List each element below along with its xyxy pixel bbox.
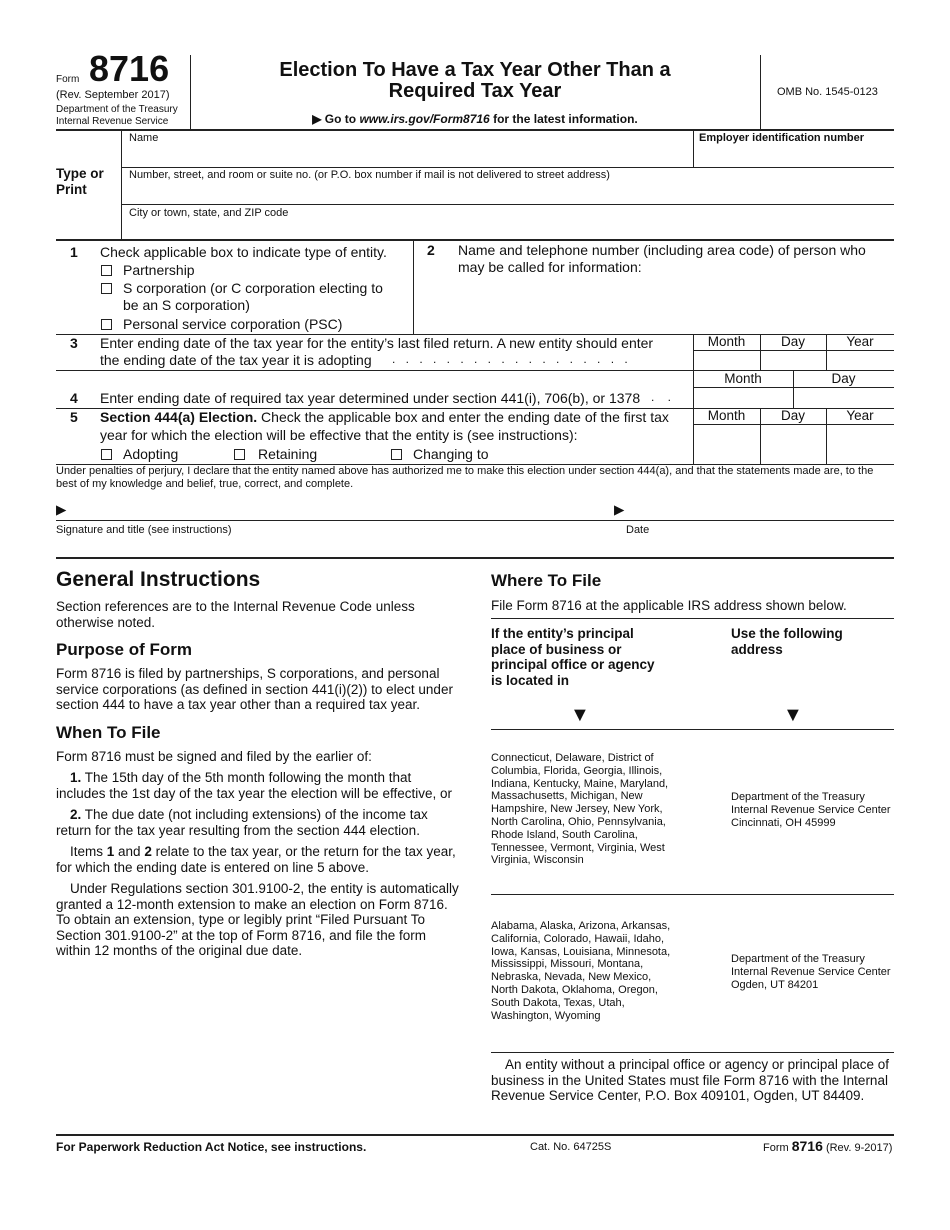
form-title-line1: Election To Have a Tax Year Other Than a	[279, 59, 671, 81]
goto-suffix: for the latest information.	[489, 112, 638, 126]
footer-form-word: Form	[763, 1142, 792, 1154]
name-field[interactable]	[129, 147, 688, 167]
city-label: City or town, state, and ZIP code	[129, 207, 289, 219]
line4-month-header: Month	[724, 371, 762, 386]
line2-text-cont: may be called for information:	[458, 259, 642, 275]
line4-number: 4	[70, 390, 78, 406]
partnership-label: Partnership	[123, 262, 195, 278]
when-item-2-text: The due date (not including extensions) of the income tax return for the tax year resulting from the section 444 election.	[56, 807, 428, 838]
footer-form-rev: (Rev. 9-2017)	[822, 1142, 893, 1154]
line3-text: Enter ending date of the tax year for the entity’s last filed return. A new entity should enter	[100, 335, 654, 351]
agency: Internal Revenue Service	[56, 116, 169, 127]
paperwork-notice: For Paperwork Reduction Act Notice, see instructions.	[56, 1140, 367, 1154]
line5-year-header: Year	[846, 408, 874, 423]
line3-text-cont: the ending date of the tax year it is adopting	[100, 352, 372, 368]
where-to-file-intro: File Form 8716 at the applicable IRS address shown below.	[491, 598, 847, 613]
footer-form-id	[763, 1138, 892, 1154]
regulations-text: Under Regulations section 301.9100-2, the entity is automatically granted a 12-month extension to make an election on Form 8716. To obtain an extension, type or legibly print “Filed Pursuant To Section 301.9100-2” at the top of Form 8716, and file the form within 12 months of the original due date.	[56, 881, 459, 958]
signature-field[interactable]	[72, 500, 611, 520]
form-revision: (Rev. September 2017)	[56, 89, 170, 101]
catalog-number: Cat. No. 64725S	[530, 1141, 612, 1153]
goto-url[interactable]: www.irs.gov/Form8716	[359, 112, 490, 126]
line5-day-field[interactable]	[762, 428, 828, 460]
partnership-checkbox[interactable]	[101, 265, 112, 276]
line5-bold-text: Section 444(a) Election.	[100, 409, 258, 425]
s-corporation-checkbox[interactable]	[101, 283, 112, 294]
line5-month-field[interactable]	[695, 428, 762, 460]
items-note-2: 2	[144, 844, 152, 859]
line2-number: 2	[427, 242, 435, 258]
items-note-b: and	[114, 844, 145, 859]
line5-year-field[interactable]	[828, 428, 896, 460]
purpose-title: Purpose of Form	[56, 640, 193, 659]
address-2-line1: Department of the Treasury	[731, 953, 865, 965]
footer-form-number: 8716	[791, 1138, 823, 1154]
s-corporation-label-cont: be an S corporation)	[123, 297, 250, 313]
items-note	[56, 844, 464, 875]
when-item-1-num: 1.	[70, 770, 82, 785]
foreign-entity-note: An entity without a principal office or agency or principal place of business in the United States must file Form 8716 with the Internal Revenue Service Center, P.O. Box 409101, Ogden, UT 84409.	[491, 1057, 889, 1103]
goto-prefix: ▶ Go to	[312, 112, 360, 126]
line4-day-header: Day	[831, 371, 856, 386]
line5-month-header: Month	[707, 408, 746, 423]
line5-number: 5	[70, 409, 78, 425]
when-item-2	[56, 807, 464, 838]
when-item-1-text: The 15th day of the 5th month following the month that includes the 1st day of the tax year the election will be effective, or	[56, 770, 452, 801]
street-label: Number, street, and room or suite no. (or P.O. box number if mail is not delivered to street address)	[129, 169, 610, 181]
line3-day-field[interactable]	[762, 352, 828, 371]
line3-year-field[interactable]	[828, 352, 896, 371]
location-column-header: If the entity’s principal place of business or principal office or agency is located in	[491, 626, 655, 688]
address-group-1	[731, 791, 894, 829]
type-or-print: Type or Print	[56, 166, 104, 197]
form-word: Form	[56, 74, 80, 85]
name-label: Name	[129, 132, 159, 144]
line3-year-header: Year	[846, 334, 874, 349]
omb-number: OMB No. 1545-0123	[777, 86, 878, 98]
when-item-2-num: 2.	[70, 807, 82, 822]
line3-leader-dots: . . . . . . . . . . . . . . . . . .	[392, 352, 632, 366]
retaining-checkbox[interactable]	[234, 449, 245, 460]
line1-text: Check applicable box to indicate type of entity.	[100, 244, 387, 260]
contact-person-field[interactable]	[458, 282, 892, 330]
when-to-file-intro: Form 8716 must be signed and filed by the earlier of:	[56, 748, 372, 764]
penalties-statement: Under penalties of perjury, I declare that the entity named above has authorized me to make this election under section 444(a), and that the statements made are, to the best of my knowledge and belief, true, correct, and complete.	[56, 465, 874, 490]
address-2-line2: Internal Revenue Service Center	[731, 965, 891, 978]
ein-label: Employer identification number	[699, 132, 865, 144]
line1-number: 1	[70, 244, 78, 260]
location-arrow-icon: ▼	[570, 704, 590, 726]
states-group-2: Alabama, Alaska, Arizona, Arkansas, California, Colorado, Hawaii, Idaho, Iowa, Kansas, Louisiana, Minnesota, Mississippi, Missouri, Montana, Nebraska, Nevada, New Mexico, North Dakota, Oklahoma, Oregon, South Dakota, Texas, Utah, Washington, Wyoming	[491, 920, 671, 1022]
general-instructions-title: General Instructions	[56, 568, 261, 591]
line5-text	[100, 409, 669, 425]
date-label: Date	[626, 524, 650, 536]
changing-to-checkbox[interactable]	[391, 449, 402, 460]
when-to-file-title: When To File	[56, 722, 161, 742]
form-id-block	[56, 48, 186, 128]
section-references: Section references are to the Internal Revenue Code unless otherwise noted.	[56, 599, 415, 630]
psc-label: Personal service corporation (PSC)	[123, 316, 343, 332]
line4-day-field[interactable]	[795, 389, 896, 408]
items-note-1: 1	[106, 844, 115, 859]
line5-text-a: Check the applicable box and enter the ending date of the first tax	[257, 409, 669, 425]
line2-text: Name and telephone number (including area code) of person who	[458, 242, 866, 258]
s-corporation-label: S corporation (or C corporation electing to	[123, 280, 383, 296]
signature-arrow: ▶	[56, 502, 67, 517]
date-arrow: ▶	[614, 502, 625, 517]
form-number: 8716	[89, 48, 170, 89]
adopting-label: Adopting	[123, 446, 179, 462]
line4-month-field[interactable]	[695, 389, 795, 408]
when-item-1	[56, 770, 464, 801]
signature-label: Signature and title (see instructions)	[56, 524, 232, 536]
date-field[interactable]	[630, 500, 894, 520]
line5-day-header: Day	[780, 408, 805, 423]
address-column-header: Use the following address	[731, 626, 843, 657]
general-instructions-column	[56, 568, 464, 959]
where-to-file-title: Where To File	[491, 571, 602, 590]
adopting-checkbox[interactable]	[101, 449, 112, 460]
states-group-1: Connecticut, Delaware, District of Columbia, Florida, Georgia, Illinois, Indiana, Kentucky, Maine, Maryland, Massachusetts, Michigan, New Hampshire, New Jersey, New York, North Carolina, Ohio, Pennsylvania, Rhode Island, South Carolina, Tennessee, Vermont, Virginia, West Virginia, Wisconsin	[491, 752, 669, 867]
items-note-c: relate to the tax year, or the return for the tax year, for which the ending date is entered on line 5 above.	[56, 844, 456, 875]
line3-month-header: Month	[707, 334, 746, 349]
line4-text: Enter ending date of required tax year determined under section 441(i), 706(b), or 1378	[100, 390, 641, 406]
line3-day-header: Day	[780, 334, 805, 349]
line4-leader-dots: . .	[651, 390, 677, 404]
line3-number: 3	[70, 335, 78, 351]
street-field[interactable]	[129, 184, 893, 204]
address-1-line3: Cincinnati, OH 45999	[731, 816, 836, 829]
address-arrow-icon: ▼	[783, 704, 803, 726]
items-note-a: Items	[70, 844, 107, 859]
address-group-2	[731, 953, 894, 991]
address-2-line3: Ogden, UT 84201	[731, 978, 819, 991]
line3-month-field[interactable]	[695, 352, 762, 371]
psc-checkbox[interactable]	[101, 319, 112, 330]
city-field[interactable]	[129, 221, 893, 241]
purpose-text: Form 8716 is filed by partnerships, S corporations, and personal service corporations (as defined in section 441(i)(2)) to elect under section 444 to have a tax year other than a required tax year.	[56, 666, 453, 712]
address-1-line1: Department of the Treasury	[731, 791, 865, 803]
ein-field[interactable]	[699, 147, 893, 167]
form-title-line2: Required Tax Year	[388, 80, 562, 102]
retaining-label: Retaining	[258, 446, 318, 462]
form-title	[190, 60, 760, 102]
address-1-line2: Internal Revenue Service Center	[731, 803, 891, 816]
changing-to-label: Changing to	[413, 446, 489, 462]
line5-text-cont: year for which the election will be effective that the entity is (see instructions):	[100, 427, 578, 443]
department: Department of the Treasury	[56, 104, 178, 115]
goto-line	[190, 112, 760, 126]
